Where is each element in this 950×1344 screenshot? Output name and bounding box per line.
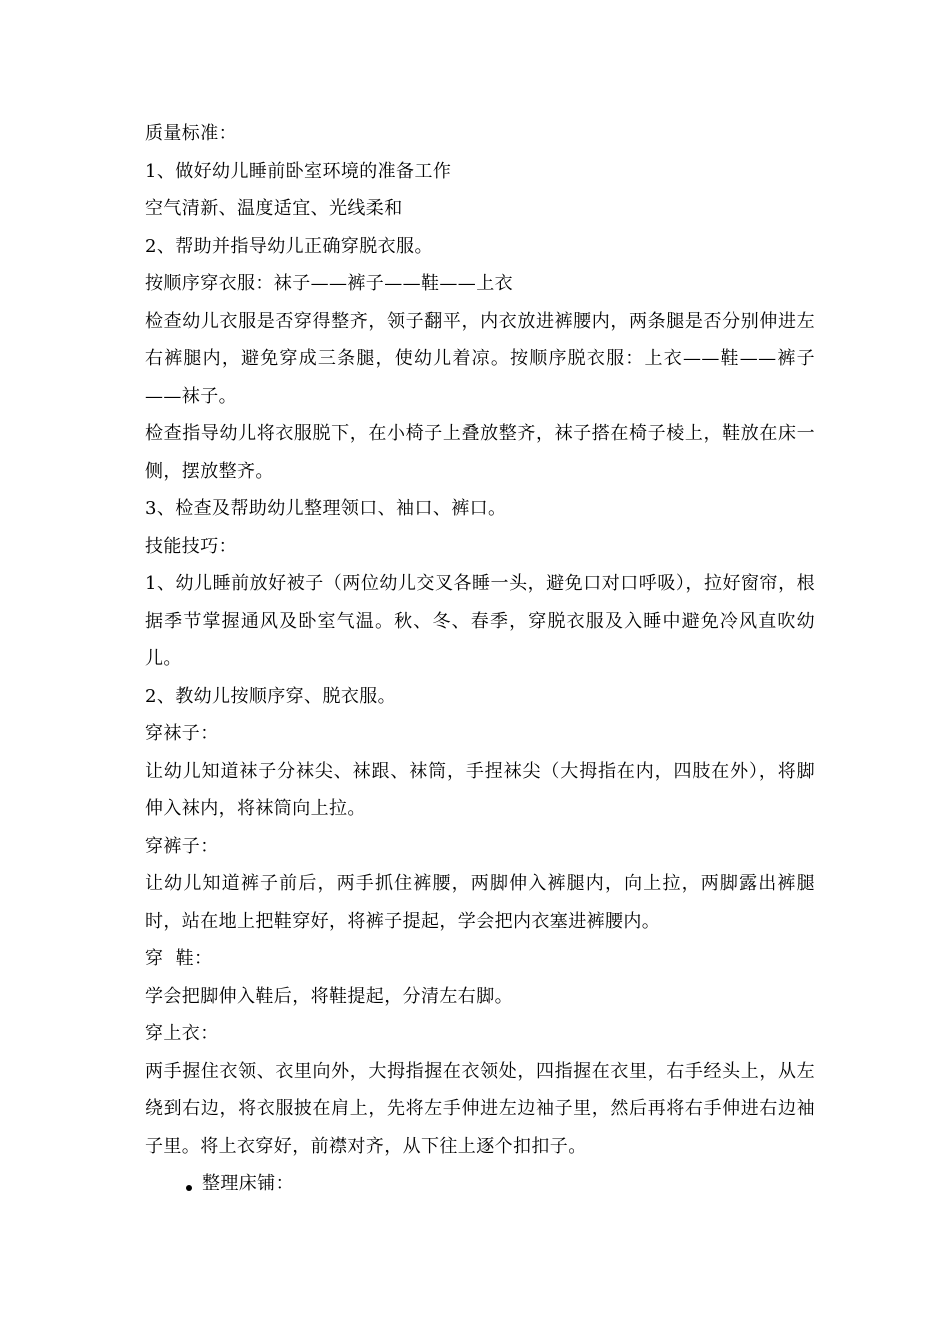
heading-quality-standard: 质量标准： — [145, 123, 237, 144]
item-help-dressing: 2、帮助并指导幼儿正确穿脱衣服。 — [145, 235, 433, 257]
item-teach-dressing-order: 2、教幼儿按顺序穿、脱衣服。 — [145, 685, 397, 707]
text-dressing-order: 按顺序穿衣服：袜子——裤子——鞋——上衣 — [145, 273, 513, 294]
bullet-item-make-bed — [145, 1165, 815, 1203]
document-body — [145, 115, 815, 1203]
text-shoes: 学会把脚伸入鞋后，将鞋提起，分清左右脚。 — [145, 985, 513, 1007]
bullet-item-label: 整理床铺： — [202, 1173, 294, 1194]
paragraph-check-dressing: 检查幼儿衣服是否穿得整齐，领子翻平，内衣放进裤腰内，两条腿是否分别伸进左右裤腿内，避免穿成三条腿，使幼儿着凉。按顺序脱衣服：上衣——鞋——裤子——袜子。 — [145, 310, 815, 407]
bullet-icon — [186, 1185, 192, 1191]
heading-shoes: 穿 鞋： — [145, 948, 213, 969]
paragraph-socks: 让幼儿知道袜子分袜尖、袜跟、袜筒，手捏袜尖（大拇指在内，四肢在外），将脚伸入袜内，将袜筒向上拉。 — [145, 760, 815, 819]
heading-socks: 穿袜子： — [145, 723, 219, 744]
paragraph-quilt-ventilation: 1、幼儿睡前放好被子（两位幼儿交叉各睡一头，避免口对口呼吸），拉好窗帘，根据季节掌握通风及卧室气温。秋、冬、春季，穿脱衣服及入睡中避免冷风直吹幼儿。 — [145, 573, 815, 669]
heading-pants: 穿裤子： — [145, 835, 219, 857]
paragraph-check-undressing: 检查指导幼儿将衣服脱下，在小椅子上叠放整齐，袜子搭在椅子棱上，鞋放在床一侧，摆放整齐。 — [145, 423, 815, 482]
heading-top: 穿上衣： — [145, 1023, 219, 1044]
heading-skills: 技能技巧： — [145, 535, 237, 557]
item-prepare-bedroom: 1、做好幼儿睡前卧室环境的准备工作 — [145, 160, 452, 182]
paragraph-top: 两手握住衣领、衣里向外，大拇指握在衣领处，四指握在衣里，右手经头上，从左绕到右边，将衣服披在肩上，先将左手伸进左边袖子里，然后再将右手伸进右边袖子里。将上衣穿好，前襟对齐，从下往上逐个扣扣子。 — [145, 1060, 815, 1157]
paragraph-pants: 让幼儿知道裤子前后，两手抓住裤腰，两脚伸入裤腿内，向上拉，两脚露出裤腿时，站在地上把鞋穿好，将裤子提起，学会把内衣塞进裤腰内。 — [145, 873, 815, 932]
item-collar-cuffs: 3、检查及帮助幼儿整理领口、袖口、裤口。 — [145, 498, 507, 519]
text-air-temperature-light: 空气清新、温度适宜、光线柔和 — [145, 198, 403, 219]
